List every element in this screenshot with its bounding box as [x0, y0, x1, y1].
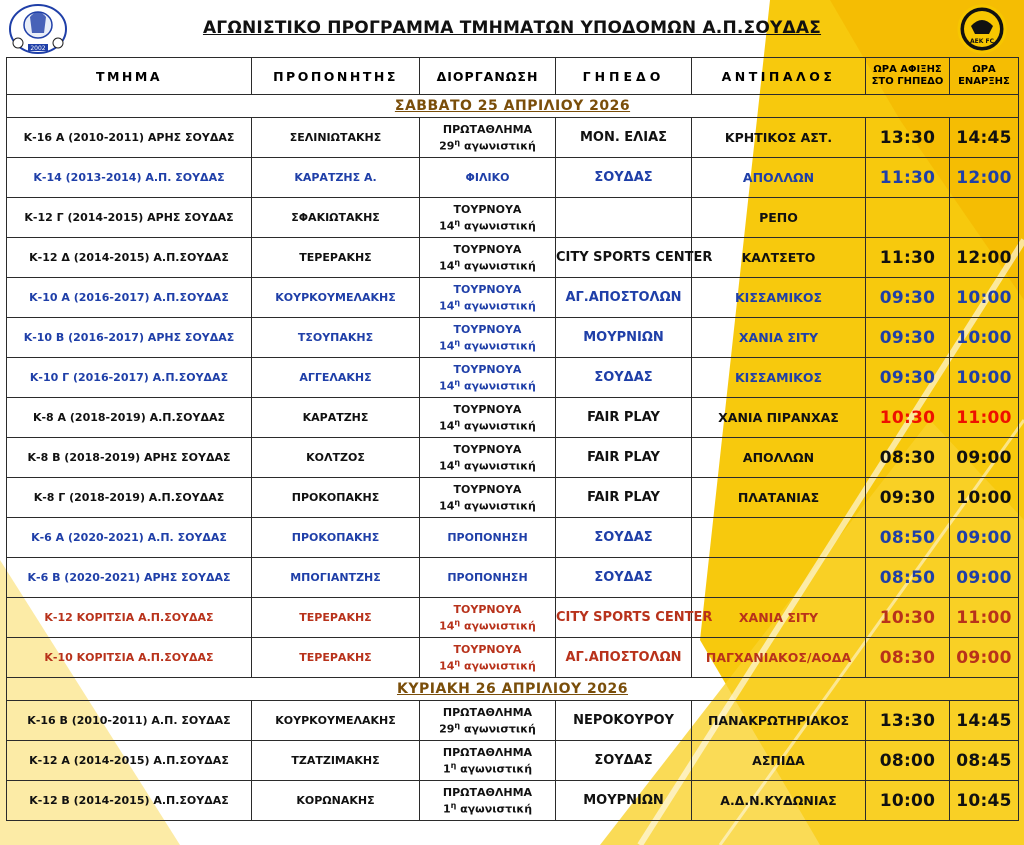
arrival-time-cell: 11:30 [866, 238, 950, 278]
opponent-cell: ΚΙΣΣΑΜΙΚΟΣ [692, 278, 866, 318]
competition-name: ΦΙΛΙΚΟ [465, 171, 510, 184]
field-cell: ΝΕΡΟΚΟΥΡΟΥ [556, 701, 692, 741]
start-time-cell: 10:00 [950, 358, 1019, 398]
round-label: αγωνιστική [460, 659, 536, 673]
round-number: 14 [439, 659, 455, 673]
arrival-time-cell: 13:30 [866, 118, 950, 158]
competition-name: ΤΟΥΡΝΟΥΑ [453, 442, 522, 456]
coach-cell: ΤΕΡΕΡΑΚΗΣ [252, 638, 420, 678]
round-suffix: η [454, 417, 461, 427]
opponent-cell: ΠΛΑΤΑΝΙΑΣ [692, 478, 866, 518]
coach-cell: ΜΠΟΓΙΑΝΤΖΗΣ [252, 558, 420, 598]
coach-cell: ΤΣΟΥΠΑΚΗΣ [252, 318, 420, 358]
field-cell: ΜΟΥΡΝΙΩΝ [556, 781, 692, 821]
round-label: αγωνιστική [460, 499, 536, 513]
day-label: ΣΑΒΒΑΤΟ 25 ΑΠΡΙΛΙΟΥ 2026 [7, 95, 1019, 118]
field-cell: FAIR PLAY [556, 398, 692, 438]
round-number: 14 [439, 379, 455, 393]
coach-cell: ΤΖΑΤΖΙΜΑΚΗΣ [252, 741, 420, 781]
start-time-cell: 09:00 [950, 438, 1019, 478]
competition-cell [420, 198, 556, 238]
opponent-cell: ΠΑΝΑΚΡΩΤΗΡΙΑΚΟΣ [692, 701, 866, 741]
team-cell: Κ-14 (2013-2014) Α.Π. ΣΟΥΔΑΣ [7, 158, 252, 198]
team-cell: Κ-10 ΚΟΡΙΤΣΙΑ Α.Π.ΣΟΥΔΑΣ [7, 638, 252, 678]
competition-name: ΤΟΥΡΝΟΥΑ [453, 642, 522, 656]
coach-cell: ΚΟΛΤΖΟΣ [252, 438, 420, 478]
arrival-time-cell: 08:00 [866, 741, 950, 781]
arrival-time-cell: 08:30 [866, 638, 950, 678]
table-row [7, 238, 1019, 278]
day-label: ΚΥΡΙΑΚΗ 26 ΑΠΡΙΛΙΟΥ 2026 [7, 678, 1019, 701]
arrival-time-cell: 13:30 [866, 701, 950, 741]
arrival-time-cell: 11:30 [866, 158, 950, 198]
competition-name: ΤΟΥΡΝΟΥΑ [453, 322, 522, 336]
header-org: ΔΙΟΡΓΑΝΩΣΗ [420, 58, 556, 95]
competition-name: ΠΡΟΠΟΝΗΣΗ [447, 531, 528, 544]
arrival-time-cell: 10:30 [866, 398, 950, 438]
arrival-time-cell: 10:00 [866, 781, 950, 821]
round-label: αγωνιστική [460, 619, 536, 633]
round-suffix: η [454, 657, 461, 667]
opponent-cell: ΠΑΓΧΑΝΙΑΚΟΣ/ΑΟΔΑ [692, 638, 866, 678]
coach-cell: ΠΡΟΚΟΠΑΚΗΣ [252, 478, 420, 518]
table-row [7, 318, 1019, 358]
arrival-time-cell: 08:50 [866, 558, 950, 598]
coach-cell: ΤΕΡΕΡΑΚΗΣ [252, 598, 420, 638]
opponent-cell [692, 558, 866, 598]
header-start-1: ΩΡΑ [972, 64, 996, 75]
header-arrival [866, 58, 950, 95]
team-cell: Κ-16 Β (2010-2011) Α.Π. ΣΟΥΔΑΣ [7, 701, 252, 741]
team-cell: Κ-16 Α (2010-2011) ΑΡΗΣ ΣΟΥΔΑΣ [7, 118, 252, 158]
table-row [7, 198, 1019, 238]
competition-name: ΤΟΥΡΝΟΥΑ [453, 242, 522, 256]
competition-cell [420, 238, 556, 278]
coach-cell: ΚΟΥΡΚΟΥΜΕΛΑΚΗΣ [252, 278, 420, 318]
round-label: αγωνιστική [460, 259, 536, 273]
competition-name: ΤΟΥΡΝΟΥΑ [453, 362, 522, 376]
round-suffix: η [454, 497, 461, 507]
start-time-cell: 09:00 [950, 558, 1019, 598]
round-label: αγωνιστική [460, 379, 536, 393]
field-cell: CITY SPORTS CENTER [556, 598, 692, 638]
round-number: 14 [439, 339, 455, 353]
table-row [7, 278, 1019, 318]
start-time-cell: 10:45 [950, 781, 1019, 821]
round-label: αγωνιστική [456, 762, 533, 776]
coach-cell: ΚΑΡΑΤΖΗΣ [252, 398, 420, 438]
table-row [7, 701, 1019, 741]
header-opponent: ΑΝΤΙΠΑΛΟΣ [692, 58, 866, 95]
competition-name: ΠΡΩΤΑΘΛΗΜΑ [442, 785, 533, 799]
start-time-cell: 10:00 [950, 278, 1019, 318]
competition-cell [420, 438, 556, 478]
team-cell: Κ-12 Δ (2014-2015) Α.Π.ΣΟΥΔΑΣ [7, 238, 252, 278]
team-cell: Κ-12 ΚΟΡΙΤΣΙΑ Α.Π.ΣΟΥΔΑΣ [7, 598, 252, 638]
arrival-time-cell: 09:30 [866, 358, 950, 398]
round-suffix: η [454, 457, 461, 467]
round-suffix: η [450, 800, 457, 810]
club-logo-year: 2002 [30, 45, 46, 52]
opponent-cell: Α.Δ.Ν.ΚΥΔΩΝΙΑΣ [692, 781, 866, 821]
competition-name: ΤΟΥΡΝΟΥΑ [453, 282, 522, 296]
table-row [7, 438, 1019, 478]
opponent-cell: ΑΠΟΛΛΩΝ [692, 158, 866, 198]
round-number: 1 [442, 802, 451, 816]
round-number: 14 [439, 459, 455, 473]
aek-logo-text: AEK FC [970, 38, 994, 45]
round-number: 29 [439, 722, 455, 736]
table-row [7, 518, 1019, 558]
coach-cell: ΤΕΡΕΡΑΚΗΣ [252, 238, 420, 278]
competition-name: ΤΟΥΡΝΟΥΑ [453, 202, 522, 216]
round-label: αγωνιστική [460, 722, 536, 736]
start-time-cell: 10:00 [950, 478, 1019, 518]
coach-cell: ΚΟΥΡΚΟΥΜΕΛΑΚΗΣ [252, 701, 420, 741]
table-row [7, 781, 1019, 821]
round-number: 14 [439, 419, 455, 433]
team-cell: Κ-8 Α (2018-2019) Α.Π.ΣΟΥΔΑΣ [7, 398, 252, 438]
table-row [7, 638, 1019, 678]
team-cell: Κ-12 Γ (2014-2015) ΑΡΗΣ ΣΟΥΔΑΣ [7, 198, 252, 238]
field-cell: ΣΟΥΔΑΣ [556, 158, 692, 198]
round-label: αγωνιστική [460, 299, 536, 313]
field-cell [556, 198, 692, 238]
round-suffix: η [454, 337, 461, 347]
round-label: αγωνιστική [460, 139, 536, 153]
day-header-row [7, 95, 1019, 118]
opponent-cell: ΧΑΝΙΑ ΣΙΤΥ [692, 318, 866, 358]
competition-name: ΠΡΩΤΑΘΛΗΜΑ [442, 705, 533, 719]
table-row [7, 118, 1019, 158]
competition-cell [420, 358, 556, 398]
round-number: 14 [439, 259, 455, 273]
round-suffix: η [450, 760, 457, 770]
start-time-cell: 12:00 [950, 158, 1019, 198]
round-number: 14 [439, 299, 455, 313]
header-coach: ΠΡΟΠΟΝΗΤΗΣ [252, 58, 420, 95]
competition-cell [420, 118, 556, 158]
competition-cell [420, 558, 556, 598]
table-row [7, 158, 1019, 198]
round-suffix: η [454, 257, 461, 267]
start-time-cell: 14:45 [950, 118, 1019, 158]
opponent-cell: ΑΣΠΙΔΑ [692, 741, 866, 781]
field-cell: ΣΟΥΔΑΣ [556, 741, 692, 781]
start-time-cell: 10:00 [950, 318, 1019, 358]
round-label: αγωνιστική [460, 339, 536, 353]
start-time-cell: 14:45 [950, 701, 1019, 741]
table-row [7, 478, 1019, 518]
schedule-body [7, 95, 1019, 821]
round-number: 14 [439, 499, 455, 513]
competition-cell [420, 158, 556, 198]
field-cell: ΣΟΥΔΑΣ [556, 558, 692, 598]
competition-name: ΤΟΥΡΝΟΥΑ [453, 402, 522, 416]
round-label: αγωνιστική [456, 802, 533, 816]
page-title: ΑΓΩΝΙΣΤΙΚΟ ΠΡΟΓΡΑΜΜΑ ΤΜΗΜΑΤΩΝ ΥΠΟΔΟΜΩΝ Α.Π.ΣΟΥΔΑΣ [202, 18, 822, 38]
opponent-cell: ΚΙΣΣΑΜΙΚΟΣ [692, 358, 866, 398]
table-row [7, 741, 1019, 781]
round-number: 14 [439, 619, 455, 633]
opponent-cell [692, 518, 866, 558]
opponent-cell: ΧΑΝΙΑ ΣΙΤΥ [692, 598, 866, 638]
day-header-row [7, 678, 1019, 701]
field-cell: FAIR PLAY [556, 438, 692, 478]
opponent-cell: ΚΡΗΤΙΚΟΣ ΑΣΤ. [692, 118, 866, 158]
competition-cell [420, 278, 556, 318]
coach-cell: ΣΦΑΚΙΩΤΑΚΗΣ [252, 198, 420, 238]
schedule-table [6, 57, 1019, 821]
competition-cell [420, 398, 556, 438]
field-cell: ΜΟΝ. ΕΛΙΑΣ [556, 118, 692, 158]
field-cell: CITY SPORTS CENTER [556, 238, 692, 278]
coach-cell: ΠΡΟΚΟΠΑΚΗΣ [252, 518, 420, 558]
round-number: 29 [439, 139, 455, 153]
field-cell: ΑΓ.ΑΠΟΣΤΟΛΩΝ [556, 638, 692, 678]
arrival-time-cell: 08:30 [866, 438, 950, 478]
arrival-time-cell: 09:30 [866, 478, 950, 518]
start-time-cell: 11:00 [950, 398, 1019, 438]
start-time-cell: 12:00 [950, 238, 1019, 278]
opponent-cell: ΡΕΠΟ [692, 198, 866, 238]
competition-cell [420, 701, 556, 741]
opponent-cell: ΑΠΟΛΛΩΝ [692, 438, 866, 478]
table-row [7, 598, 1019, 638]
round-suffix: η [454, 137, 461, 147]
header-field: ΓΗΠΕΔΟ [556, 58, 692, 95]
round-suffix: η [454, 720, 461, 730]
round-label: αγωνιστική [460, 219, 536, 233]
table-row [7, 358, 1019, 398]
start-time-cell: 11:00 [950, 598, 1019, 638]
aek-logo-right [957, 4, 1007, 54]
competition-cell [420, 638, 556, 678]
field-cell: ΜΟΥΡΝΙΩΝ [556, 318, 692, 358]
team-cell: Κ-8 Γ (2018-2019) Α.Π.ΣΟΥΔΑΣ [7, 478, 252, 518]
header-arrival-2: ΣΤΟ ΓΗΠΕΔΟ [871, 76, 944, 87]
table-row [7, 558, 1019, 598]
field-cell: ΣΟΥΔΑΣ [556, 358, 692, 398]
competition-name: ΠΡΟΠΟΝΗΣΗ [447, 571, 528, 584]
team-cell: Κ-10 Β (2016-2017) ΑΡΗΣ ΣΟΥΔΑΣ [7, 318, 252, 358]
header-team: ΤΜΗΜΑ [7, 58, 252, 95]
competition-cell [420, 518, 556, 558]
competition-cell [420, 318, 556, 358]
header-row [7, 58, 1019, 95]
round-label: αγωνιστική [460, 419, 536, 433]
start-time-cell: 08:45 [950, 741, 1019, 781]
team-cell: Κ-10 Α (2016-2017) Α.Π.ΣΟΥΔΑΣ [7, 278, 252, 318]
header-arrival-1: ΩΡΑ ΑΦΙΞΗΣ [873, 64, 942, 75]
arrival-time-cell: 10:30 [866, 598, 950, 638]
team-cell: Κ-8 Β (2018-2019) ΑΡΗΣ ΣΟΥΔΑΣ [7, 438, 252, 478]
arrival-time-cell: 09:30 [866, 318, 950, 358]
team-cell: Κ-12 Β (2014-2015) Α.Π.ΣΟΥΔΑΣ [7, 781, 252, 821]
header-start-2: ΕΝΑΡΞΗΣ [958, 76, 1010, 87]
team-cell: Κ-12 Α (2014-2015) Α.Π.ΣΟΥΔΑΣ [7, 741, 252, 781]
round-suffix: η [454, 217, 461, 227]
coach-cell: ΚΑΡΑΤΖΗΣ Α. [252, 158, 420, 198]
field-cell: FAIR PLAY [556, 478, 692, 518]
competition-name: ΤΟΥΡΝΟΥΑ [453, 602, 522, 616]
round-suffix: η [454, 617, 461, 627]
table-row [7, 398, 1019, 438]
round-number: 1 [442, 762, 451, 776]
competition-cell [420, 781, 556, 821]
start-time-cell: 09:00 [950, 638, 1019, 678]
coach-cell: ΣΕΛΙΝΙΩΤΑΚΗΣ [252, 118, 420, 158]
start-time-cell: 09:00 [950, 518, 1019, 558]
competition-name: ΠΡΩΤΑΘΛΗΜΑ [442, 122, 533, 136]
arrival-time-cell [866, 198, 950, 238]
round-suffix: η [454, 297, 461, 307]
competition-cell [420, 478, 556, 518]
field-cell: ΣΟΥΔΑΣ [556, 518, 692, 558]
arrival-time-cell: 09:30 [866, 278, 950, 318]
round-label: αγωνιστική [460, 459, 536, 473]
arrival-time-cell: 08:50 [866, 518, 950, 558]
competition-name: ΠΡΩΤΑΘΛΗΜΑ [442, 745, 533, 759]
field-cell: ΑΓ.ΑΠΟΣΤΟΛΩΝ [556, 278, 692, 318]
start-time-cell [950, 198, 1019, 238]
round-number: 14 [439, 219, 455, 233]
opponent-cell: ΚΑΛΤΣΕΤΟ [692, 238, 866, 278]
coach-cell: ΑΓΓΕΛΑΚΗΣ [252, 358, 420, 398]
team-cell: Κ-10 Γ (2016-2017) Α.Π.ΣΟΥΔΑΣ [7, 358, 252, 398]
competition-cell [420, 741, 556, 781]
competition-name: ΤΟΥΡΝΟΥΑ [453, 482, 522, 496]
competition-cell [420, 598, 556, 638]
round-suffix: η [454, 377, 461, 387]
coach-cell: ΚΟΡΩΝΑΚΗΣ [252, 781, 420, 821]
opponent-cell: ΧΑΝΙΑ ΠΙΡΑΝΧΑΣ [692, 398, 866, 438]
team-cell: Κ-6 Α (2020-2021) Α.Π. ΣΟΥΔΑΣ [7, 518, 252, 558]
team-cell: Κ-6 Β (2020-2021) ΑΡΗΣ ΣΟΥΔΑΣ [7, 558, 252, 598]
header-start [950, 58, 1019, 95]
